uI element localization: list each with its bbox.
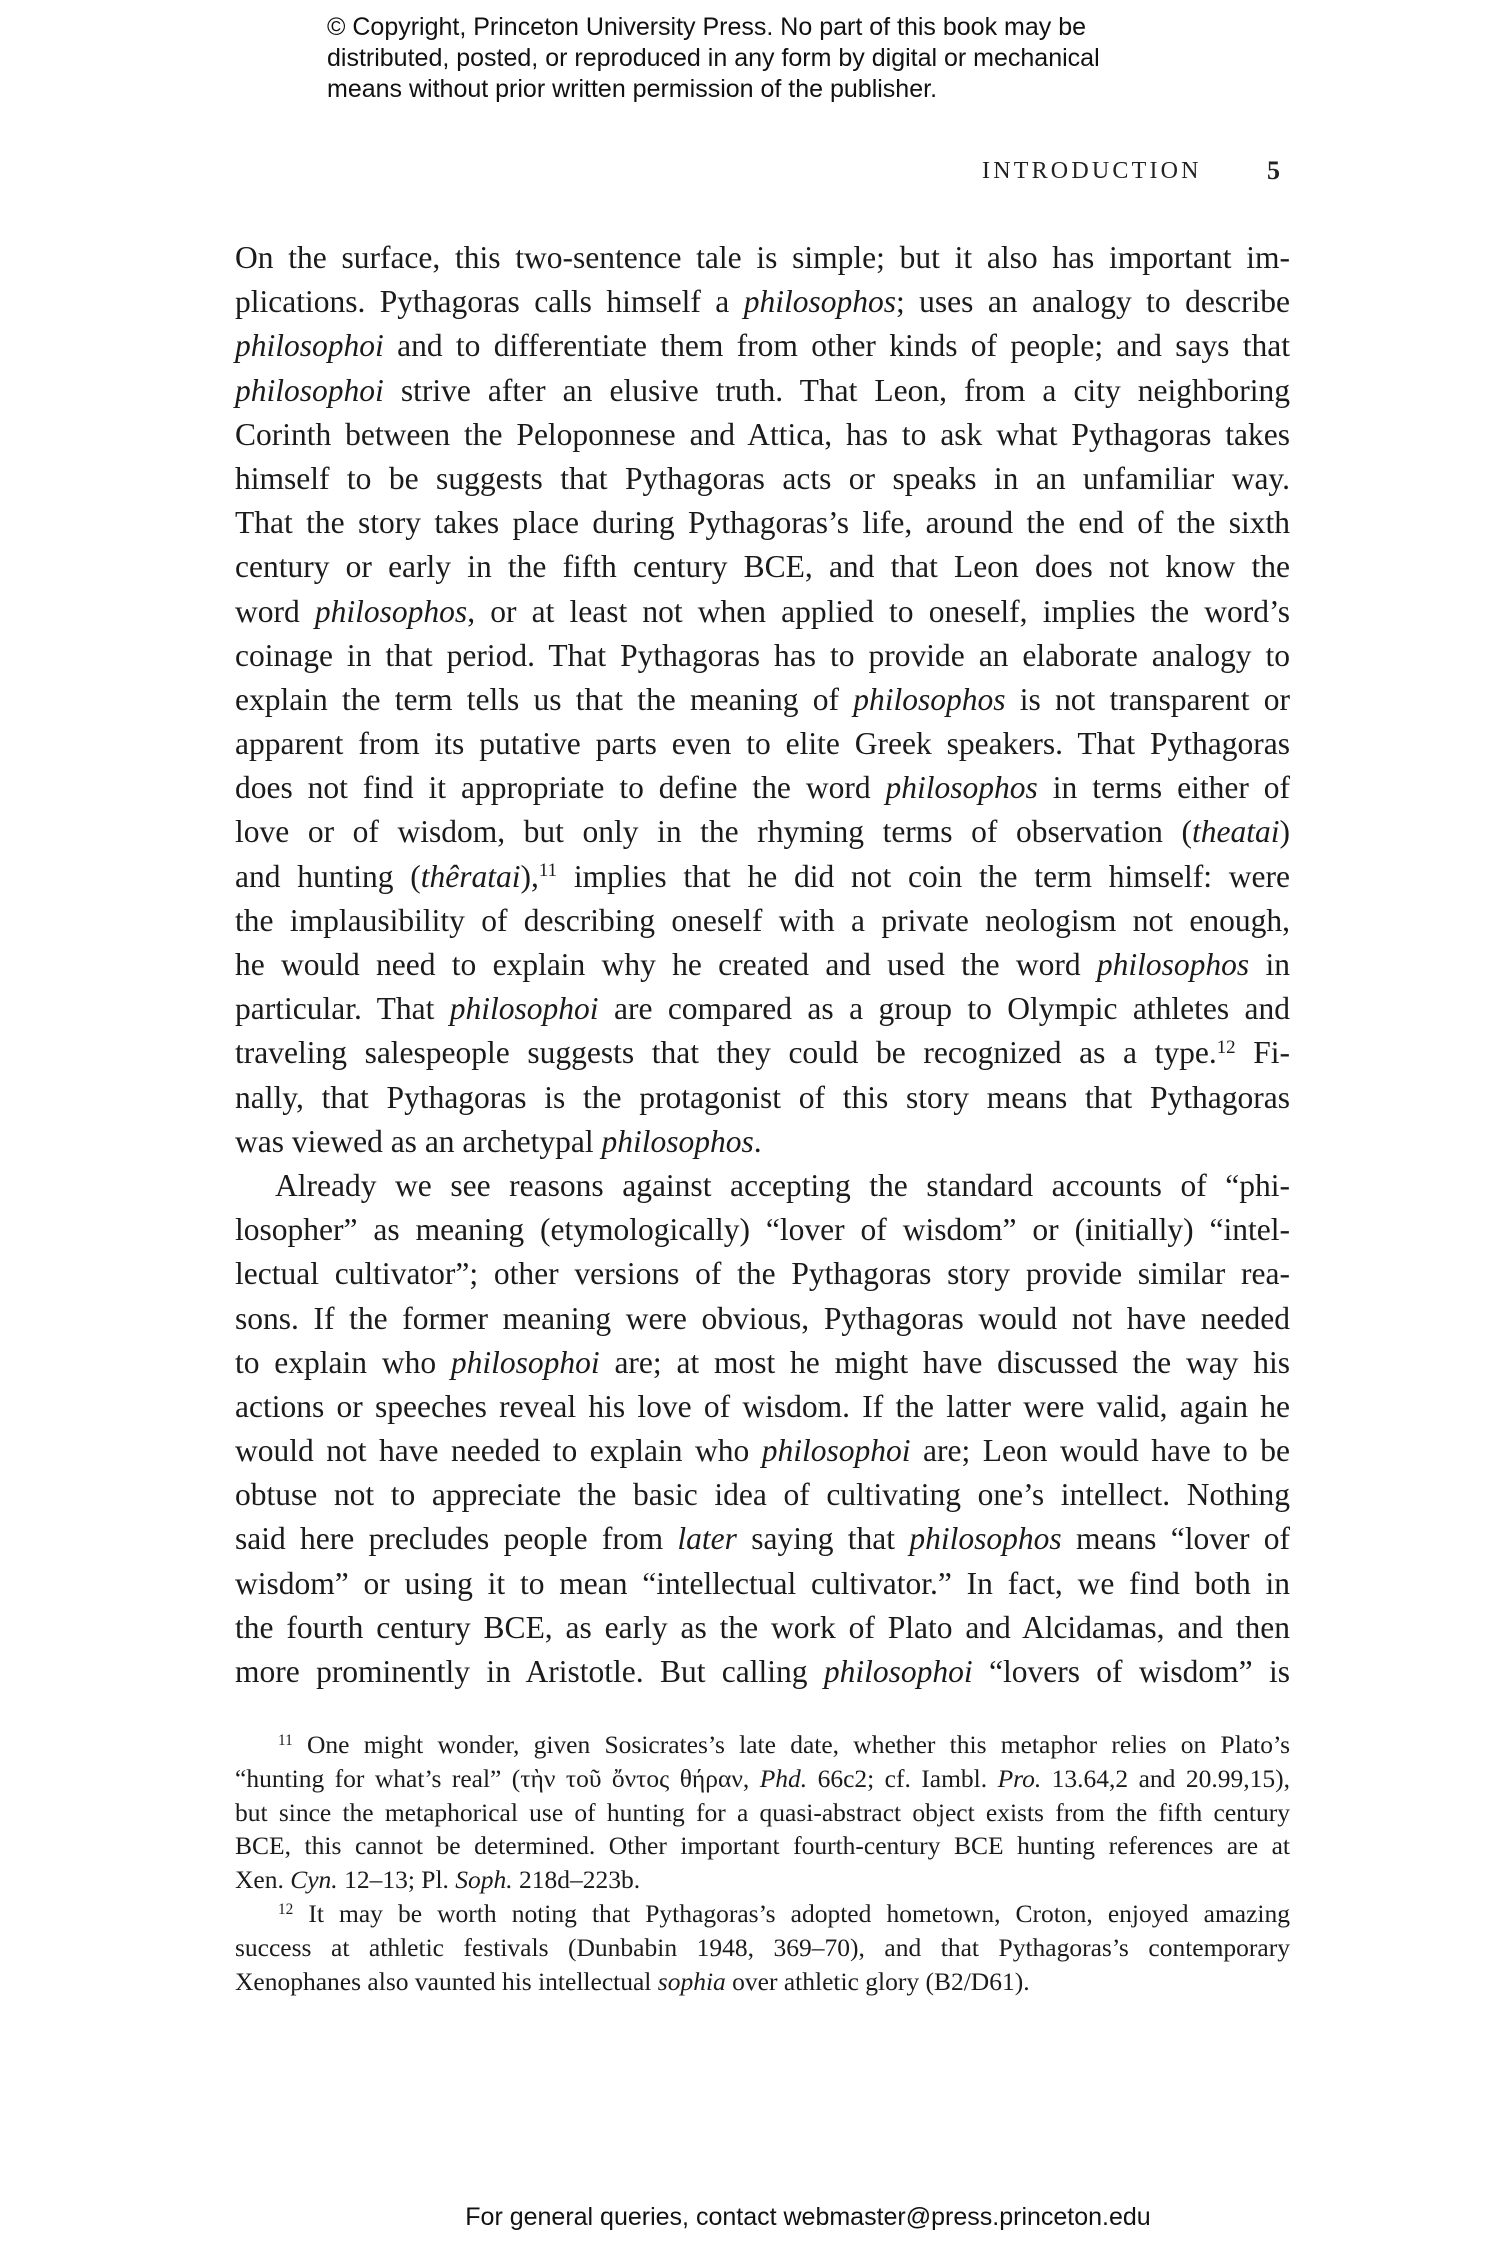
text-run: nally, that Pythagoras is the protagonist of this story means that Pythagoras	[235, 1079, 1290, 1115]
text-run: One might wonder, given Sosicrates’s late date, whether this metaphor relies on Plato’s	[292, 1730, 1290, 1759]
italic-text: philosophos	[314, 593, 468, 629]
body-line	[235, 1562, 1290, 1606]
italic-text: Pro.	[997, 1763, 1042, 1793]
body-line	[235, 280, 1290, 324]
footnote-11	[235, 1728, 1290, 1897]
italic-text: Soph.	[455, 1865, 513, 1895]
body-line	[235, 1517, 1290, 1561]
text-run: 66c2; cf. Iambl.	[807, 1763, 998, 1793]
body-line	[235, 899, 1290, 943]
italic-text: philosophoi	[823, 1654, 973, 1689]
body-line	[235, 722, 1290, 766]
text-run: century or early in the fifth century BCE, and that Leon does not know the	[235, 549, 1290, 585]
footnote-ref: 12	[1216, 1036, 1236, 1058]
text-run: and hunting (	[235, 858, 421, 894]
text-run: plications. Pythagoras calls himself a	[235, 284, 744, 320]
body-line	[235, 1606, 1290, 1650]
text-run: strive after an elusive truth. That Leon, from a city neighboring	[383, 372, 1290, 408]
text-run: word	[235, 593, 315, 629]
text-run: .	[753, 1123, 762, 1159]
text-run: explain the term tells us that the meaning of	[235, 681, 854, 717]
text-run: more prominently in Aristotle. But calling	[235, 1654, 824, 1689]
text-run: ),	[520, 858, 539, 894]
text-run: , or at least not when applied to oneself, implies the word’s	[467, 593, 1290, 629]
text-run: obtuse not to appreciate the basic idea of cultivating one’s intellect. Nothing	[235, 1477, 1290, 1513]
body-line	[235, 943, 1290, 987]
text-run: lectual cultivator”; other versions of the Pythagoras story provide similar rea-	[235, 1256, 1290, 1292]
text-run: he would need to explain why he created and used the word	[235, 947, 1097, 982]
body-line	[235, 987, 1290, 1031]
text-run: BCE, this cannot be determined. Other important fourth-century BCE hunting references are at	[235, 1831, 1290, 1861]
page-number: 5	[1267, 156, 1280, 185]
text-run: 13.64,2 and 20.99,15),	[1041, 1763, 1290, 1793]
text-run: are compared as a group to Olympic athletes and	[598, 991, 1290, 1027]
footnote-line	[235, 1728, 1290, 1762]
body-line	[235, 634, 1290, 678]
text-run: in	[1249, 947, 1290, 982]
text-run: sons. If the former meaning were obvious, Pythagoras would not have needed	[235, 1300, 1290, 1336]
body-text	[235, 236, 1290, 1694]
italic-text: philosophos	[743, 284, 896, 320]
body-line	[235, 545, 1290, 589]
text-run: actions or speeches reveal his love of wisdom. If the latter were valid, again he	[235, 1388, 1290, 1424]
italic-text: theatai	[1192, 814, 1280, 850]
text-run: 12–13; Pl.	[337, 1865, 456, 1895]
footnote-line	[235, 1863, 1290, 1897]
text-run: love or of wisdom, but only in the rhyming terms of observation (	[235, 814, 1192, 850]
text-run: Already we see reasons against accepting the standard accounts of “phi-	[275, 1167, 1290, 1203]
text-run: apparent from its putative parts even to elite Greek speakers. That Pythagoras	[235, 726, 1290, 762]
text-run: saying that	[736, 1521, 910, 1557]
body-line	[235, 1076, 1290, 1120]
page-footer	[0, 2203, 1500, 2232]
body-line	[235, 810, 1290, 854]
text-run: said here precludes people from	[235, 1521, 678, 1557]
text-run: the implausibility of describing oneself with a private neologism not enough,	[235, 902, 1290, 938]
text-run: coinage in that period. That Pythagoras has to provide an elaborate analogy to	[235, 637, 1290, 673]
footnote-line	[235, 1796, 1290, 1830]
text-run: losopher” as meaning (etymologically) “lover of wisdom” or (initially) “intel-	[235, 1212, 1290, 1248]
body-line	[235, 766, 1290, 810]
text-run: means “lover of	[1061, 1521, 1291, 1557]
italic-text: philosophos	[1096, 947, 1250, 982]
italic-text: philosophos	[601, 1123, 754, 1159]
footnote-12	[235, 1897, 1290, 1998]
italic-text: philosophos	[853, 681, 1006, 717]
body-line	[235, 1429, 1290, 1473]
text-run: was viewed as an archetypal	[235, 1123, 602, 1159]
text-run: would not have needed to explain who	[235, 1433, 762, 1469]
text-run: traveling salespeople suggests that they could be recognized as a type.	[235, 1035, 1217, 1071]
text-run: is not transparent or	[1005, 681, 1290, 717]
text-run: in terms either of	[1037, 770, 1290, 806]
italic-text: philosophos	[909, 1521, 1062, 1557]
text-run: are; Leon would have to be	[910, 1433, 1290, 1469]
text-run: success at athletic festivals (Dunbabin 1948, 369–70), and that Pythagoras’s contemporary	[235, 1932, 1290, 1962]
text-run: and to differentiate them from other kinds of people; and says that	[383, 328, 1290, 364]
italic-text: philosophoi	[449, 991, 599, 1027]
italic-text: philosophoi	[761, 1433, 911, 1469]
text-run: )	[1279, 814, 1290, 850]
footnote-line	[235, 1931, 1290, 1965]
italic-text: philosophoi	[235, 372, 384, 408]
text-run: Corinth between the Peloponnese and Attica, has to ask what Pythagoras takes	[235, 416, 1290, 452]
footnote-ref: 11	[278, 1731, 293, 1749]
italic-text: philosophoi	[450, 1344, 600, 1380]
italic-text: sophia	[657, 1966, 726, 1996]
text-run: are; at most he might have discussed the way his	[599, 1344, 1290, 1380]
text-run: 218d–223b.	[512, 1865, 641, 1895]
body-line	[235, 1385, 1290, 1429]
body-line	[235, 501, 1290, 545]
copyright-line: distributed, posted, or reproduced in any form by digital or mechanical	[327, 44, 1100, 72]
text-run: wisdom” or using it to mean “intellectual cultivator.” In fact, we find both in	[235, 1565, 1290, 1601]
body-line	[235, 369, 1290, 413]
chapter-title: INTRODUCTION	[982, 158, 1202, 184]
text-run: the fourth century BCE, as early as the work of Plato and Alcidamas, and then	[235, 1609, 1290, 1645]
paragraph	[235, 1164, 1290, 1694]
running-head	[900, 158, 1290, 190]
copyright-line: © Copyright, Princeton University Press. No part of this book may be	[327, 13, 1087, 41]
text-run: On the surface, this two-sentence tale is simple; but it also has important im-	[235, 240, 1290, 275]
body-line	[235, 236, 1290, 280]
copyright-notice	[327, 12, 1100, 105]
body-line	[235, 1252, 1290, 1296]
text-run: himself to be suggests that Pythagoras acts or speaks in an unfamiliar way.	[235, 460, 1290, 496]
body-line	[235, 413, 1290, 457]
footnote-ref: 11	[538, 860, 558, 882]
contact-notice: For general queries, contact webmaster@press.princeton.edu	[465, 2203, 1151, 2231]
footnotes	[235, 1728, 1290, 1998]
body-line	[235, 324, 1290, 368]
text-run: Xen.	[235, 1865, 291, 1895]
body-line	[235, 1297, 1290, 1341]
text-run: but since the metaphorical use of hunting for a quasi-abstract object exists from the fifth century	[235, 1797, 1290, 1827]
footnote-line	[235, 1897, 1290, 1931]
footnote-line	[235, 1965, 1290, 1999]
body-line	[235, 1208, 1290, 1252]
body-line	[235, 1120, 1290, 1164]
italic-text: later	[677, 1521, 737, 1557]
text-run: over athletic glory (B2/D61).	[725, 1966, 1030, 1996]
body-line	[235, 1031, 1290, 1075]
footnote-ref: 12	[278, 1900, 294, 1918]
italic-text: philosophos	[885, 770, 1038, 806]
text-run: “lovers of wisdom” is	[972, 1654, 1290, 1689]
body-line	[235, 1650, 1290, 1694]
text-run: ; uses an analogy to describe	[895, 284, 1291, 320]
text-run: implies that he did not coin the term himself: were	[557, 858, 1291, 894]
body-line	[235, 590, 1290, 634]
text-run: particular. That	[235, 991, 450, 1027]
body-line	[235, 678, 1290, 722]
text-run: Fi-	[1235, 1035, 1290, 1071]
text-run: does not find it appropriate to define the word	[235, 770, 886, 806]
body-line	[235, 1341, 1290, 1385]
body-line	[235, 1164, 1290, 1208]
copyright-line: means without prior written permission of the publisher.	[327, 75, 938, 103]
text-run: It may be worth noting that Pythagoras’s adopted hometown, Croton, enjoyed amazing	[293, 1898, 1290, 1928]
footnote-line	[235, 1762, 1290, 1796]
body-line	[235, 855, 1290, 899]
text-run: “hunting for what’s real” (τὴν τοῦ ὄντος θήραν,	[235, 1763, 760, 1793]
paragraph	[235, 236, 1290, 1164]
italic-text: philosophoi	[235, 328, 384, 364]
text-run: to explain who	[235, 1344, 451, 1380]
italic-text: Phd.	[759, 1763, 808, 1793]
italic-text: Cyn.	[290, 1865, 338, 1895]
body-line	[235, 1473, 1290, 1517]
italic-text: thêratai	[420, 858, 521, 894]
text-run: Xenophanes also vaunted his intellectual	[235, 1966, 658, 1996]
body-line	[235, 457, 1290, 501]
text-run: That the story takes place during Pythagoras’s life, around the end of the sixth	[235, 505, 1290, 541]
footnote-line	[235, 1829, 1290, 1863]
